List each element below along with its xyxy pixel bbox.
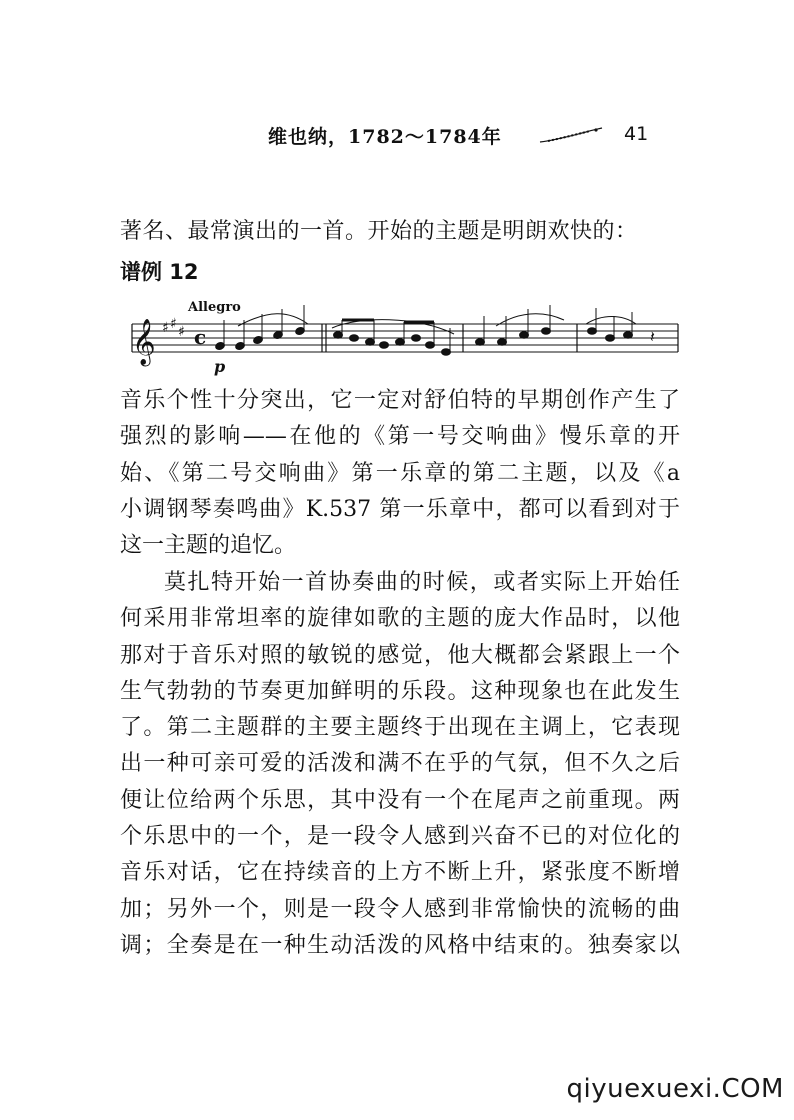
svg-text:♯: ♯ xyxy=(178,324,185,340)
slur xyxy=(586,317,636,325)
paragraph-1 xyxy=(120,383,680,564)
paragraph-2-line: 何采用非常坦率的旋律如歌的主题的庞大作品时，以他 xyxy=(120,606,680,632)
paragraph-2-line: 个乐思中的一个，是一段令人感到兴奋不已的对位化的 xyxy=(120,824,680,850)
music-notation-excerpt xyxy=(118,298,686,378)
running-header-title: 维也纳，1782～1784年 xyxy=(268,126,502,148)
treble-clef-icon: 𝄞 xyxy=(132,319,156,365)
page-number: 41 xyxy=(624,123,649,145)
measure-3-notes xyxy=(476,305,551,345)
paragraph-2-line: 生气勃勃的节奏更加鲜明的乐段。这种现象也在此发生 xyxy=(120,678,680,704)
running-header xyxy=(268,122,668,152)
key-signature xyxy=(162,316,185,340)
paragraph-2-line: 加；另外一个，则是一段令人感到非常愉快的流畅的曲 xyxy=(120,896,680,922)
dynamic-marking: p xyxy=(214,357,226,376)
watermark-text: qiyuexuexi.COM xyxy=(566,1074,784,1104)
ornament-flourish-icon xyxy=(538,126,604,146)
paragraph-1-line: 强烈的影响——在他的《第一号交响曲》慢乐章的开 xyxy=(120,424,680,450)
lead-line: 著名、最常演出的一首。开始的主题是明朗欢快的： xyxy=(120,219,638,244)
paragraph-2-line: 莫扎特开始一首协奏曲的时候，或者实际上开始任 xyxy=(164,570,680,595)
tempo-marking: Allegro xyxy=(188,300,241,315)
svg-text:♯: ♯ xyxy=(162,320,169,336)
slur xyxy=(332,320,454,334)
paragraph-1-line: 小调钢琴奏鸣曲》K.537 第一乐章中，都可以看到对于 xyxy=(120,496,680,522)
site-watermark xyxy=(484,1074,784,1108)
paragraph-2-line: 便让位给两个乐思，其中没有一个在尾声之前重现。两 xyxy=(120,787,680,813)
svg-text:♯: ♯ xyxy=(170,316,177,332)
paragraph-1-line: 始、《第二号交响曲》第一乐章的第二主题，以及《a xyxy=(120,460,680,486)
paragraph-2-line: 出一种可亲可爱的活泼和满不在乎的气氛，但不久之后 xyxy=(120,751,680,777)
paragraph-1-line: 音乐个性十分突出，它一定对舒伯特的早期创作产生了 xyxy=(120,388,680,413)
paragraph-2-line: 调；全奏是在一种生动活泼的风格中结束的。独奏家以 xyxy=(120,932,680,958)
paragraph-2-line: 了。第二主题群的主要主题终于出现在主调上，它表现 xyxy=(120,715,680,741)
time-signature: c xyxy=(194,325,207,349)
example-label: 谱例 12 xyxy=(120,260,199,284)
paragraph-2 xyxy=(120,565,680,964)
measure-4-notes xyxy=(588,308,656,346)
paragraph-2-line: 那对于音乐对照的敏锐的感觉，他大概都会紧跟上一个 xyxy=(120,642,680,668)
paragraph-2-line: 音乐对话，它在持续音的上方不断上升，紧张度不断增 xyxy=(120,860,680,886)
paragraph-1-line: 这一主题的追忆。 xyxy=(120,533,297,559)
measure-1-notes xyxy=(215,305,306,351)
svg-text:𝄽: 𝄽 xyxy=(650,327,655,346)
